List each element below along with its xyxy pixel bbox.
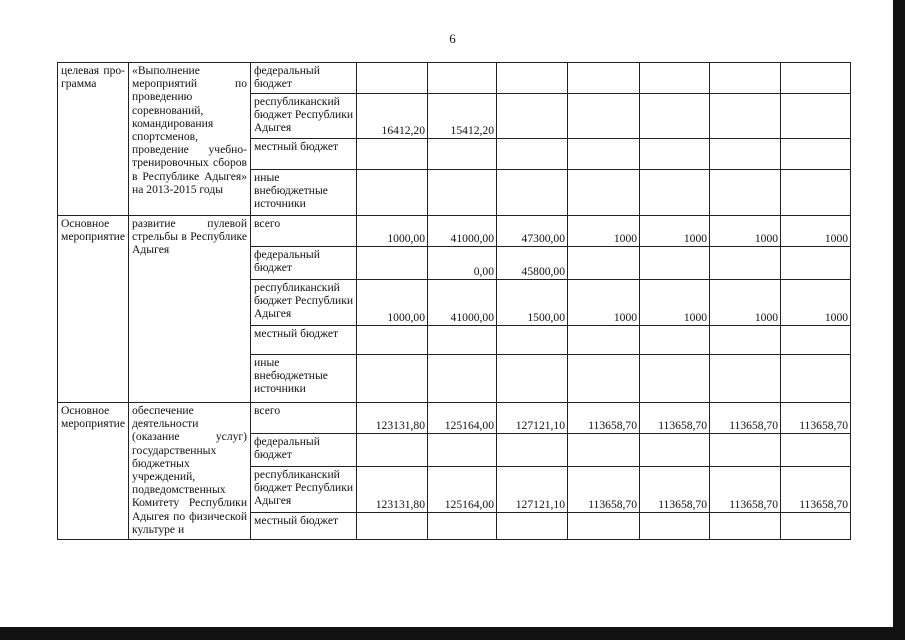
funding-source-cell: местный бюджет (251, 139, 357, 170)
amount-cell (710, 326, 781, 355)
funding-source-cell: всего (251, 216, 357, 247)
amount-cell (568, 247, 640, 280)
funding-source-cell: местный бюджет (251, 326, 357, 355)
amount-cell: 125164,00 (428, 403, 497, 434)
funding-source-cell: федеральный бюджет (251, 63, 357, 94)
funding-source-cell: федеральный бюджет (251, 434, 357, 467)
table-row (58, 403, 851, 434)
amount-cell (497, 139, 568, 170)
amount-cell (781, 434, 851, 467)
funding-source-cell: всего (251, 403, 357, 434)
amount-cell (357, 355, 428, 403)
amount-cell (640, 326, 710, 355)
table-row (58, 216, 851, 247)
amount-cell: 0,00 (428, 247, 497, 280)
amount-cell (357, 63, 428, 94)
amount-cell (568, 513, 640, 540)
funding-source-cell: республиканский бюджет Республики Адыгея (251, 467, 357, 513)
amount-cell: 1000 (568, 216, 640, 247)
amount-cell: 113658,70 (710, 403, 781, 434)
amount-cell: 1000 (710, 216, 781, 247)
amount-cell (357, 247, 428, 280)
amount-cell: 113658,70 (781, 403, 851, 434)
amount-cell (710, 434, 781, 467)
amount-cell (428, 434, 497, 467)
page-number: 6 (449, 31, 456, 46)
amount-cell (428, 63, 497, 94)
amount-cell (710, 94, 781, 139)
amount-cell (357, 434, 428, 467)
amount-cell (568, 326, 640, 355)
amount-cell (428, 326, 497, 355)
amount-cell (640, 434, 710, 467)
amount-cell (781, 63, 851, 94)
amount-cell (781, 139, 851, 170)
amount-cell (710, 139, 781, 170)
amount-cell (640, 139, 710, 170)
funding-source-cell: иные внебюджетные источники (251, 170, 357, 216)
amount-cell: 113658,70 (568, 403, 640, 434)
amount-cell: 123131,80 (357, 467, 428, 513)
amount-cell (710, 247, 781, 280)
amount-cell (781, 326, 851, 355)
program-name-cell: «Выполнение мероприятий по проведению соревнований, командирования спортсменов, проведение учебно-тренировочных сборов в Республике Адыгея» на 2013-2015 годы (129, 63, 251, 216)
program-type-cell: Основное мероприятие (58, 403, 129, 540)
amount-cell: 41000,00 (428, 216, 497, 247)
amount-cell: 123131,80 (357, 403, 428, 434)
program-type-cell: целевая про-грамма (58, 63, 129, 216)
amount-cell: 113658,70 (781, 467, 851, 513)
amount-cell: 113658,70 (640, 467, 710, 513)
amount-cell (640, 63, 710, 94)
amount-cell (497, 434, 568, 467)
amount-cell (710, 355, 781, 403)
amount-cell (568, 434, 640, 467)
amount-cell (781, 355, 851, 403)
amount-cell (357, 513, 428, 540)
scan-edge-bottom (0, 627, 905, 640)
amount-cell: 113658,70 (568, 467, 640, 513)
amount-cell (781, 170, 851, 216)
amount-cell (568, 94, 640, 139)
funding-source-cell: федеральный бюджет (251, 247, 357, 280)
amount-cell: 1000 (568, 280, 640, 326)
amount-cell: 1000,00 (357, 216, 428, 247)
amount-cell (428, 513, 497, 540)
amount-cell (568, 63, 640, 94)
amount-cell (428, 139, 497, 170)
amount-cell (497, 513, 568, 540)
table-row (58, 63, 851, 94)
amount-cell (710, 63, 781, 94)
amount-cell (710, 170, 781, 216)
amount-cell (710, 513, 781, 540)
scan-edge-right (893, 0, 905, 640)
amount-cell: 1000 (781, 280, 851, 326)
amount-cell: 127121,10 (497, 403, 568, 434)
amount-cell (357, 170, 428, 216)
budget-table (57, 62, 851, 540)
amount-cell (568, 355, 640, 403)
amount-cell: 113658,70 (710, 467, 781, 513)
amount-cell (781, 513, 851, 540)
amount-cell: 15412,20 (428, 94, 497, 139)
amount-cell (497, 326, 568, 355)
amount-cell (357, 326, 428, 355)
program-type-cell: Основное мероприятие (58, 216, 129, 403)
amount-cell (640, 513, 710, 540)
amount-cell (497, 170, 568, 216)
amount-cell (497, 355, 568, 403)
amount-cell (428, 170, 497, 216)
amount-cell (568, 139, 640, 170)
amount-cell: 45800,00 (497, 247, 568, 280)
program-name-cell: обеспечение деятельности (оказание услуг) государственных бюджетных учреждений, подведомственных Комитету Республики Адыгея по физической культуре и (129, 403, 251, 540)
amount-cell: 41000,00 (428, 280, 497, 326)
amount-cell (640, 355, 710, 403)
amount-cell (497, 63, 568, 94)
amount-cell: 113658,70 (640, 403, 710, 434)
funding-source-cell: иные внебюджетные источники (251, 355, 357, 403)
amount-cell (640, 170, 710, 216)
amount-cell: 1000 (781, 216, 851, 247)
program-name-cell: развитие пулевой стрельбы в Республике Адыгея (129, 216, 251, 403)
amount-cell (640, 247, 710, 280)
amount-cell (428, 355, 497, 403)
amount-cell: 47300,00 (497, 216, 568, 247)
amount-cell (357, 139, 428, 170)
amount-cell: 127121,10 (497, 467, 568, 513)
funding-source-cell: местный бюджет (251, 513, 357, 540)
funding-source-cell: республиканский бюджет Республики Адыгея (251, 94, 357, 139)
amount-cell: 16412,20 (357, 94, 428, 139)
amount-cell: 125164,00 (428, 467, 497, 513)
amount-cell: 1000 (640, 216, 710, 247)
amount-cell (781, 94, 851, 139)
amount-cell (568, 170, 640, 216)
amount-cell (640, 94, 710, 139)
amount-cell (497, 94, 568, 139)
amount-cell: 1000 (640, 280, 710, 326)
amount-cell: 1500,00 (497, 280, 568, 326)
amount-cell: 1000,00 (357, 280, 428, 326)
funding-source-cell: республиканский бюджет Республики Адыгея (251, 280, 357, 326)
amount-cell: 1000 (710, 280, 781, 326)
amount-cell (781, 247, 851, 280)
